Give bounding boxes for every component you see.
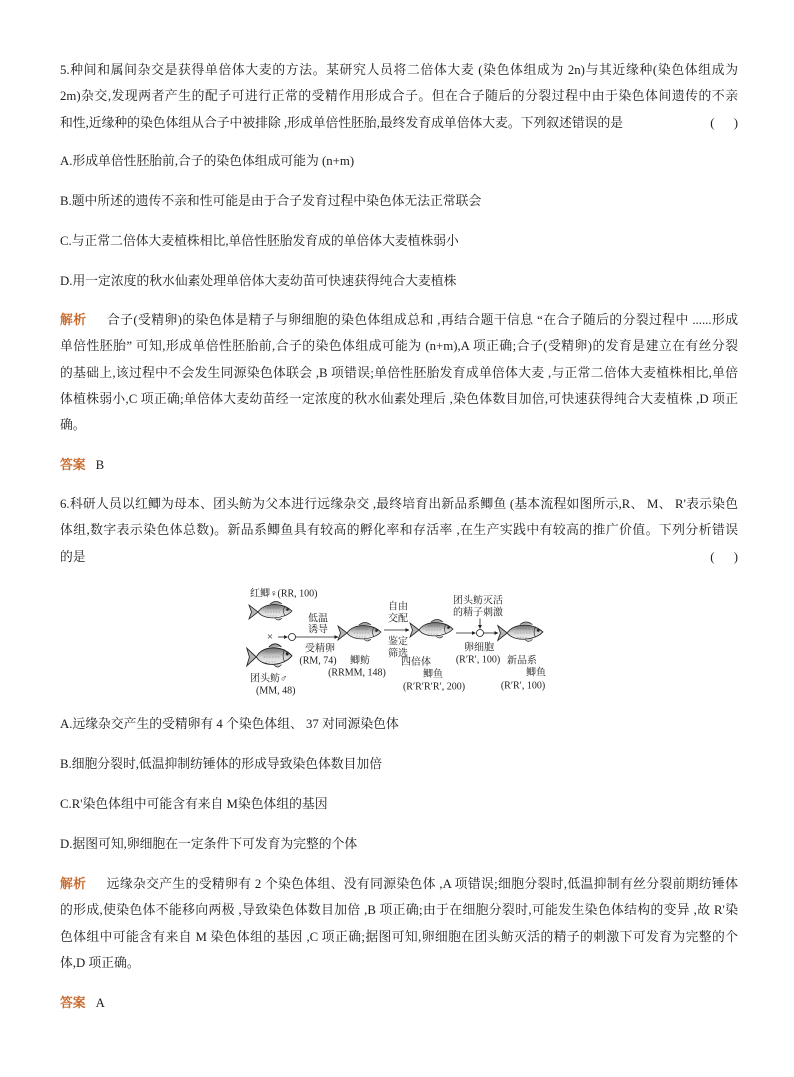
q6-analysis-line [60,871,738,897]
q5-stem-line [60,57,738,83]
analysis-text: 的基础上,该过程中不会发生同源染色体联会 ,B 项错误;单倍性胚胎发育成单倍体大麦 ,与正常二倍体大麦植株相比,单倍 [60,365,738,380]
q5-number: 5. [60,63,70,77]
answer-label: 答案 [60,996,86,1010]
male-parent-label: 团头鲂♂ [250,673,288,685]
female-parent-label: 红鲫♀(RR, 100) [250,588,318,600]
zygote-label: 受精卵 [305,643,335,655]
q5-stem-text: 2m)杂交,发现两者产生的配子可进行正常的受精作用形成合子。但在合子随后的分裂过程中由于染色体间遗传的不亲 [60,89,738,104]
hybrid-fish-icon [338,623,381,642]
egg-cell-icon [477,630,484,637]
q6-option-a [60,711,738,737]
egg-genome: (R′R′, 100) [455,654,501,666]
option-label: B. [60,194,72,208]
q6-stem-text: 的是 [60,549,86,564]
tetraploid-genome: (R′R′R′R′, 200) [402,681,466,693]
q6-option-d [60,831,738,857]
q6-analysis-line [60,950,738,976]
q6-option-b [60,751,738,777]
q5-analysis-line [60,360,738,386]
q5-option-b [60,188,738,214]
tetraploid-crucian-fish-icon [410,620,453,639]
step1-label: 低温 [308,613,328,625]
q6-number: 6. [60,497,70,511]
analysis-text: 的形成,使染色体不能移向两极 ,导致染色体数目加倍 ,B 项正确;由于在细胞分裂时,可能发生染色体结构的变异 ,故 R'染 [60,903,738,918]
answer-label: 答案 [60,458,86,472]
tetraploid-label: 四倍体 [401,657,431,668]
option-text: 用一定浓度的秋水仙素处理单倍体大麦幼苗可快速获得纯合大麦植株 [72,274,457,288]
fish-breeding-flow-diagram [240,580,560,702]
q5-answer-bracket: ( ) [710,115,738,130]
q6-stem [60,491,738,570]
step2-label: 交配 [388,613,408,625]
q5-option-d [60,268,738,294]
blunt-snout-bream-fish-icon [247,644,292,667]
analysis-text: 合子(受精卵)的染色体是精子与卵细胞的染色体组成总和 ,再结合题干信息 “在合子随后的分裂过程中 ......形成 [106,313,738,327]
analysis-label: 解析 [60,313,87,327]
new-strain-label: 新品系 [507,655,537,667]
stimulus-label: 团头鲂灭活 [453,595,503,607]
q6-analysis [60,871,738,976]
q5-stem-line [60,110,738,136]
new-strain-crucian-fish-icon [498,622,543,641]
option-label: A. [60,154,73,168]
q6-stem-text: 科研人员以红鲫为母本、团头鲂为父本进行远缘杂交 ,最终培育出新品系鲫鱼 (基本流程如图所示,R、 M、 R'表示染色 [69,497,738,511]
option-text: 题中所述的遗传不亲和性可能是由于合子发育过程中染色体无法正常联会 [71,194,482,208]
analysis-text: 单倍性胚胎” 可知,形成单倍性胚胎前,合子的染色体组成可能为 (n+m),A 项正确;合子(受精卵)的发育是建立在有丝分裂 [60,339,738,354]
hybrid-label: 鲫鲂 [350,655,370,667]
q6-answer [60,990,738,1016]
zygote-genome: (RM, 74) [299,655,337,667]
red-crucian-carp-fish-icon [249,602,292,621]
analysis-text: 体,D 项正确。 [60,955,140,970]
new-strain-genome: (R′R′, 100) [500,680,546,692]
step2-label: 自由 [388,601,408,613]
analysis-label: 解析 [60,877,87,891]
q6-option-c [60,791,738,817]
q5-stem [60,57,738,136]
option-text: R'染色体组中可能含有来自 M染色体组的基因 [71,797,328,811]
zygote-cell-icon [289,634,296,641]
male-parent-genome: (MM, 48) [256,685,296,697]
q5-analysis [60,307,738,438]
q5-stem-text: 和性,近缘种的染色体组从合子中被排除 ,形成单倍性胚胎,最终发育成单倍体大麦。下列叙述错误的是 [60,115,624,130]
option-text: 形成单倍性胚胎前,合子的染色体组成可能为 (n+m) [72,154,355,168]
q5-analysis-line [60,307,738,333]
tetraploid-label: 鲫鱼 [423,669,443,680]
analysis-text: 确。 [60,418,86,433]
analysis-text: 色体组中可能含有来自 M 染色体组的基因 ,C 项正确;据图可知,卵细胞在团头鲂灭活的精子的刺激下可发育为完整的个 [60,929,738,944]
new-strain-label: 鲫鱼 [526,667,546,679]
q5-option-c [60,228,738,254]
step1-label: 诱导 [308,624,328,636]
analysis-text: 体植株弱小,C 项正确;单倍体大麦幼苗经一定浓度的秋水仙素处理后 ,染色体数目加倍,可快速获得纯合大麦植株 ,D 项正 [60,391,738,406]
answer-value: A [95,996,105,1010]
q6-answer-bracket: ( ) [710,549,738,564]
option-text: 与正常二倍体大麦植株相比,单倍性胚胎发育成的单倍体大麦植株弱小 [71,234,459,248]
q5-answer [60,452,738,478]
q6-analysis-line [60,897,738,923]
egg-label: 卵细胞 [464,642,494,654]
option-label: A. [60,717,73,731]
q5-option-a [60,148,738,174]
option-text: 据图可知,卵细胞在一定条件下可发育为完整的个体 [72,837,358,851]
q6-stem-line [60,491,738,517]
q5-analysis-line [60,412,738,438]
q6-stem-text: 体组,数字表示染色体总数)。新品系鲫鱼具有较高的孵化率和存活率 ,在生产实践中有较高的推广价值。下列分析错误 [60,523,738,538]
option-text: 细胞分裂时,低温抑制纺锤体的形成导致染色体数目加倍 [71,757,383,771]
q5-stem-line [60,83,738,109]
answer-value: B [95,458,105,472]
q6-stem-line [60,517,738,543]
step2-label: 鉴定 [388,636,408,648]
q5-analysis-line [60,333,738,359]
q6-analysis-line [60,924,738,950]
option-label: C. [60,797,72,811]
q5-stem-text: 种间和属间杂交是获得单倍体大麦的方法。某研究人员将二倍体大麦 (染色体组成为 2n)与其近缘种(染色体组成为 [69,63,738,77]
option-label: D. [60,274,73,288]
hybrid-genome: (RRMM, 148) [328,667,386,679]
option-label: D. [60,837,73,851]
analysis-text: 远缘杂交产生的受精卵有 2 个染色体组、没有同源染色体 ,A 项错误;细胞分裂时,低温抑制有丝分裂前期纺锤体 [106,877,739,891]
cross-symbol: × [266,631,274,643]
step2-label: 筛选 [388,648,408,660]
q5-analysis-line [60,386,738,412]
stimulus-label: 的精子刺激 [453,607,503,619]
option-label: C. [60,234,72,248]
option-text: 远缘杂交产生的受精卵有 4 个染色体组、 37 对同源染色体 [72,717,399,731]
option-label: B. [60,757,72,771]
q6-stem-line [60,544,738,570]
